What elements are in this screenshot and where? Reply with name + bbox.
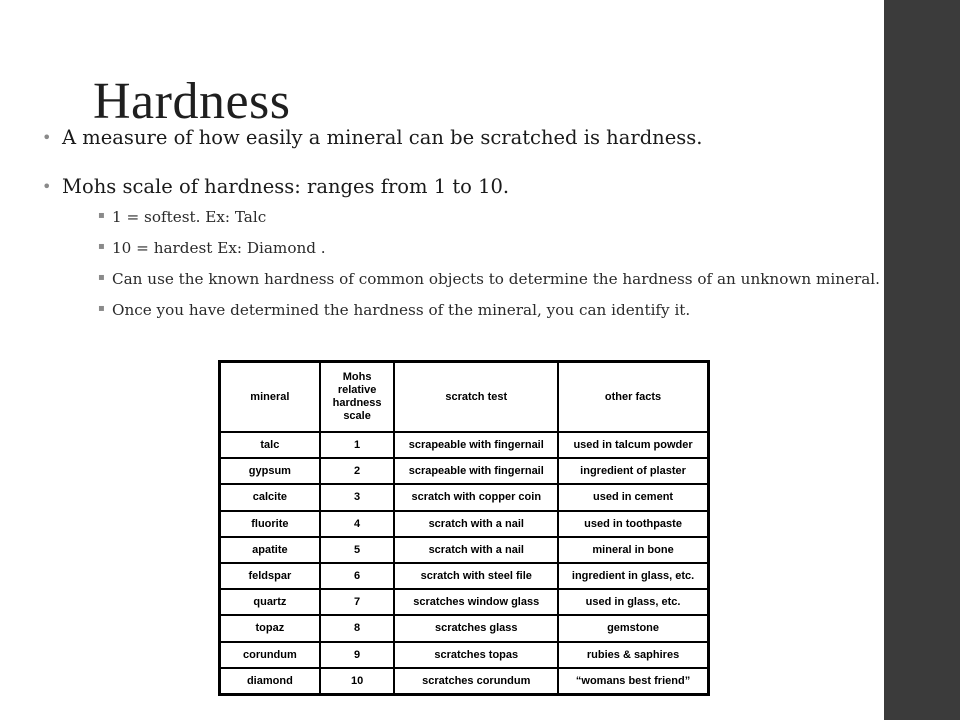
table-row: [220, 458, 709, 484]
cell-other-facts: used in glass, etc.: [558, 589, 708, 615]
mohs-hardness-table: [218, 360, 710, 696]
cell-hardness: 3: [320, 484, 395, 510]
cell-hardness: 7: [320, 589, 395, 615]
cell-mineral: quartz: [220, 589, 320, 615]
bullet-mohs-scale: [40, 173, 885, 320]
table-row: [220, 668, 709, 695]
cell-other-facts: used in talcum powder: [558, 432, 708, 458]
cell-scratch-test: scratch with a nail: [394, 511, 558, 537]
sub-bullet-list: [62, 207, 885, 320]
bullet-definition: • A measure of how easily a mineral can be scratched is hardness.: [40, 124, 885, 152]
header-scratch-test: scratch test: [394, 362, 558, 433]
cell-mineral: calcite: [220, 484, 320, 510]
cell-scratch-test: scratch with steel file: [394, 563, 558, 589]
cell-mineral: fluorite: [220, 511, 320, 537]
cell-mineral: corundum: [220, 642, 320, 668]
cell-hardness: 10: [320, 668, 395, 695]
cell-scratch-test: scratch with copper coin: [394, 484, 558, 510]
side-accent-bar: [884, 0, 960, 720]
cell-other-facts: mineral in bone: [558, 537, 708, 563]
bullet-list: [40, 124, 885, 323]
table-row: [220, 615, 709, 641]
cell-other-facts: “womans best friend”: [558, 668, 708, 695]
table-row: [220, 563, 709, 589]
cell-scratch-test: scratch with a nail: [394, 537, 558, 563]
header-other-facts: other facts: [558, 362, 708, 433]
sub-bullet-identify: ▪ Once you have determined the hardness of the mineral, you can identify it.: [62, 300, 885, 320]
table-row: [220, 432, 709, 458]
cell-scratch-test: scratches window glass: [394, 589, 558, 615]
cell-hardness: 9: [320, 642, 395, 668]
sub-bullet-common-objects: ▪ Can use the known hardness of common objects to determine the hardness of an unknown mineral.: [62, 269, 885, 289]
cell-other-facts: rubies & saphires: [558, 642, 708, 668]
table-row: [220, 589, 709, 615]
table-row: [220, 484, 709, 510]
cell-scratch-test: scratches glass: [394, 615, 558, 641]
cell-other-facts: gemstone: [558, 615, 708, 641]
cell-mineral: gypsum: [220, 458, 320, 484]
table-row: [220, 642, 709, 668]
slide-title: Hardness: [93, 73, 291, 130]
cell-scratch-test: scratches topas: [394, 642, 558, 668]
header-mohs-scale: Mohs relative hardness scale: [320, 362, 395, 433]
cell-other-facts: used in toothpaste: [558, 511, 708, 537]
cell-hardness: 2: [320, 458, 395, 484]
table-header-row: [220, 362, 709, 433]
table-row: [220, 511, 709, 537]
sub-bullet-softest: ▪ 1 = softest. Ex: Talc: [62, 207, 885, 227]
cell-hardness: 1: [320, 432, 395, 458]
cell-mineral: feldspar: [220, 563, 320, 589]
cell-scratch-test: scrapeable with fingernail: [394, 458, 558, 484]
table-row: [220, 537, 709, 563]
cell-mineral: apatite: [220, 537, 320, 563]
cell-mineral: topaz: [220, 615, 320, 641]
cell-hardness: 6: [320, 563, 395, 589]
cell-scratch-test: scrapeable with fingernail: [394, 432, 558, 458]
cell-other-facts: ingredient in glass, etc.: [558, 563, 708, 589]
cell-hardness: 8: [320, 615, 395, 641]
header-mineral: mineral: [220, 362, 320, 433]
sub-bullet-hardest: ▪ 10 = hardest Ex: Diamond .: [62, 238, 885, 258]
cell-hardness: 5: [320, 537, 395, 563]
cell-mineral: diamond: [220, 668, 320, 695]
cell-other-facts: ingredient of plaster: [558, 458, 708, 484]
cell-hardness: 4: [320, 511, 395, 537]
cell-scratch-test: scratches corundum: [394, 668, 558, 695]
cell-other-facts: used in cement: [558, 484, 708, 510]
bullet-mohs-scale-text: Mohs scale of hardness: ranges from 1 to 10.: [62, 175, 510, 198]
cell-mineral: talc: [220, 432, 320, 458]
